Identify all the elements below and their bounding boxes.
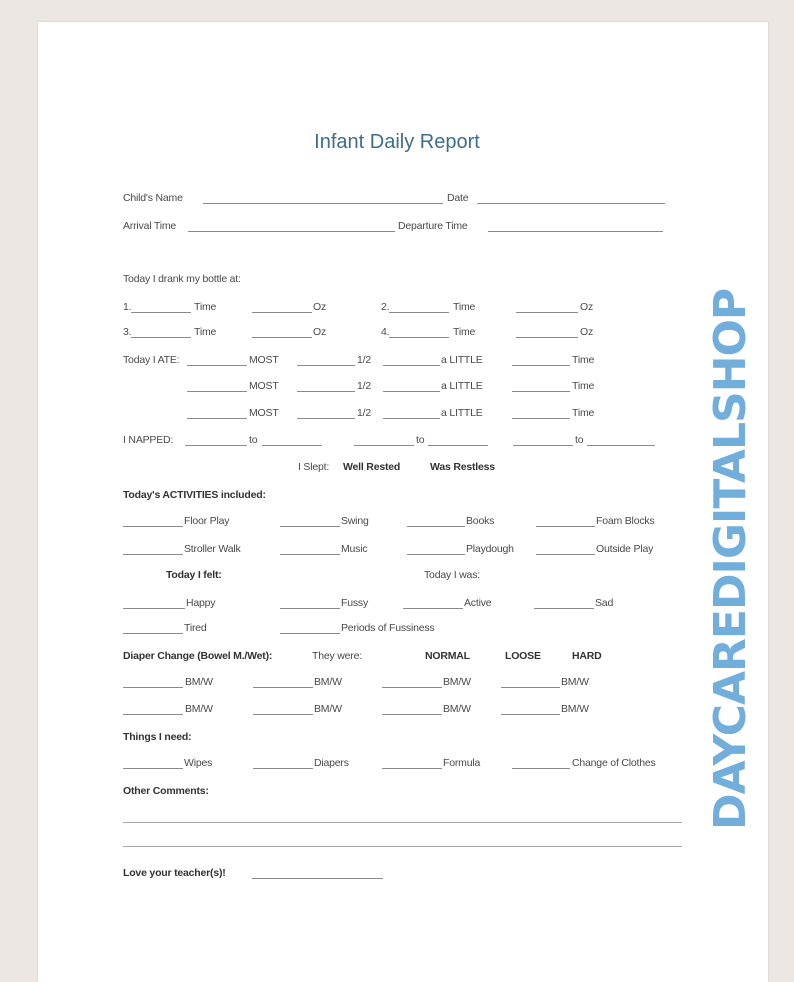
needs-heading: Things I need: [123, 731, 192, 743]
bmw-label: BM/W [561, 676, 589, 688]
blank-line[interactable] [123, 554, 183, 555]
blank-line[interactable] [512, 365, 570, 366]
ate-label: Today I ATE: [123, 354, 180, 366]
blank-line[interactable] [253, 768, 313, 769]
activity-item: Floor Play [184, 515, 230, 527]
activity-item: Outside Play [596, 543, 654, 555]
departure-field[interactable] [488, 231, 663, 232]
document-page [38, 22, 768, 982]
blank-line[interactable] [512, 418, 570, 419]
hard-option[interactable]: HARD [572, 650, 602, 662]
bmw-label: BM/W [185, 676, 213, 688]
blank-line[interactable] [534, 608, 594, 609]
bottle-num: 3. [123, 326, 132, 338]
need-item: Diapers [314, 757, 349, 769]
time-label: Time [453, 326, 476, 338]
blank-line[interactable] [354, 445, 414, 446]
blank-line[interactable] [123, 768, 183, 769]
blank-line[interactable] [280, 526, 340, 527]
bmw-label: BM/W [314, 703, 342, 715]
date-field[interactable] [477, 203, 665, 204]
blank-line[interactable] [280, 554, 340, 555]
time-label: Time [572, 354, 595, 366]
mood-item: Active [464, 597, 492, 609]
mood-item: Fussy [341, 597, 369, 609]
blank-line[interactable] [512, 391, 570, 392]
need-item: Change of Clothes [572, 757, 656, 769]
comments-heading: Other Comments: [123, 785, 209, 797]
mood-item: Happy [186, 597, 216, 609]
half-label: 1/2 [357, 380, 371, 392]
blank-line[interactable] [403, 608, 463, 609]
signoff-label: Love your teacher(s)! [123, 867, 226, 879]
nap-label: I NAPPED: [123, 434, 174, 446]
blank-line[interactable] [123, 687, 183, 688]
bottle-num: 2. [381, 301, 390, 313]
blank-line[interactable] [185, 445, 247, 446]
bmw-label: BM/W [443, 703, 471, 715]
half-label: 1/2 [357, 407, 371, 419]
most-label: MOST [249, 407, 279, 419]
little-label: a LITTLE [441, 354, 483, 366]
oz-label: Oz [313, 301, 327, 313]
most-label: MOST [249, 380, 279, 392]
activity-item: Stroller Walk [184, 543, 241, 555]
need-item: Formula [443, 757, 481, 769]
blank-line[interactable] [383, 391, 440, 392]
normal-option[interactable]: NORMAL [425, 650, 470, 662]
arrival-label: Arrival Time [123, 220, 177, 232]
teacher-signature-field[interactable] [252, 878, 383, 879]
need-item: Wipes [184, 757, 213, 769]
diaper-label: Diaper Change (Bowel M./Wet): [123, 650, 273, 662]
departure-label: Departure Time [398, 220, 468, 232]
blank-line[interactable] [187, 391, 247, 392]
blank-line[interactable] [383, 365, 440, 366]
blank-line[interactable] [428, 445, 488, 446]
oz-label: Oz [580, 301, 594, 313]
blank-line[interactable] [516, 337, 578, 338]
blank-line[interactable] [383, 418, 440, 419]
comment-line[interactable] [123, 846, 682, 847]
oz-label: Oz [313, 326, 327, 338]
blank-line[interactable] [512, 768, 570, 769]
blank-line[interactable] [513, 445, 573, 446]
activity-item: Books [466, 515, 495, 527]
bmw-label: BM/W [561, 703, 589, 715]
mood-item: Sad [595, 597, 614, 609]
child-name-field[interactable] [203, 203, 443, 204]
blank-line[interactable] [280, 633, 340, 634]
blank-line[interactable] [187, 418, 247, 419]
slept-label: I Slept: [298, 461, 330, 473]
most-label: MOST [249, 354, 279, 366]
activities-heading: Today's ACTIVITIES included: [123, 489, 266, 501]
blank-line[interactable] [536, 526, 595, 527]
blank-line[interactable] [389, 312, 449, 313]
blank-line[interactable] [280, 608, 340, 609]
time-label: Time [453, 301, 476, 313]
activity-item: Music [341, 543, 368, 555]
blank-line[interactable] [123, 608, 185, 609]
blank-line[interactable] [407, 526, 465, 527]
restless-option[interactable]: Was Restless [430, 461, 495, 473]
blank-line[interactable] [252, 337, 312, 338]
date-label: Date [447, 192, 469, 204]
activity-item: Swing [341, 515, 369, 527]
blank-line[interactable] [131, 337, 191, 338]
activity-item: Foam Blocks [596, 515, 655, 527]
blank-line[interactable] [297, 365, 355, 366]
comment-line[interactable] [123, 822, 682, 823]
time-label: Time [194, 326, 217, 338]
time-label: Time [572, 407, 595, 419]
blank-line[interactable] [389, 337, 449, 338]
arrival-field[interactable] [188, 231, 395, 232]
they-were-label: They were: [312, 650, 362, 662]
bottle-num: 1. [123, 301, 132, 313]
blank-line[interactable] [123, 526, 183, 527]
blank-line[interactable] [382, 714, 442, 715]
well-rested-option[interactable]: Well Rested [343, 461, 401, 473]
time-label: Time [572, 380, 595, 392]
blank-line[interactable] [252, 312, 312, 313]
blank-line[interactable] [587, 445, 655, 446]
blank-line[interactable] [297, 391, 355, 392]
blank-line[interactable] [187, 365, 247, 366]
mood-item: Periods of Fussiness [341, 622, 435, 634]
blank-line[interactable] [382, 687, 442, 688]
mood-item: Tired [184, 622, 207, 634]
bottle-heading: Today I drank my bottle at: [123, 273, 241, 285]
page-title: Infant Daily Report [314, 131, 480, 153]
to-label: to [249, 434, 258, 446]
bmw-label: BM/W [314, 676, 342, 688]
to-label: to [575, 434, 584, 446]
blank-line[interactable] [536, 554, 595, 555]
blank-line[interactable] [516, 312, 578, 313]
felt-heading: Today I felt: [166, 569, 222, 581]
bmw-label: BM/W [443, 676, 471, 688]
blank-line[interactable] [131, 312, 191, 313]
half-label: 1/2 [357, 354, 371, 366]
blank-line[interactable] [297, 418, 355, 419]
blank-line[interactable] [501, 687, 560, 688]
child-name-label: Child's Name [123, 192, 183, 204]
activity-item: Playdough [466, 543, 514, 555]
to-label: to [416, 434, 425, 446]
loose-option[interactable]: LOOSE [505, 650, 541, 662]
blank-line[interactable] [382, 768, 442, 769]
bmw-label: BM/W [185, 703, 213, 715]
watermark: DAYCAREDIGITALSHOP [705, 288, 756, 830]
time-label: Time [194, 301, 217, 313]
little-label: a LITTLE [441, 380, 483, 392]
little-label: a LITTLE [441, 407, 483, 419]
blank-line[interactable] [123, 714, 183, 715]
blank-line[interactable] [253, 687, 313, 688]
blank-line[interactable] [262, 445, 322, 446]
was-heading: Today I was: [424, 569, 480, 581]
bottle-num: 4. [381, 326, 390, 338]
blank-line[interactable] [253, 714, 313, 715]
oz-label: Oz [580, 326, 594, 338]
blank-line[interactable] [407, 554, 465, 555]
blank-line[interactable] [123, 633, 183, 634]
blank-line[interactable] [501, 714, 560, 715]
